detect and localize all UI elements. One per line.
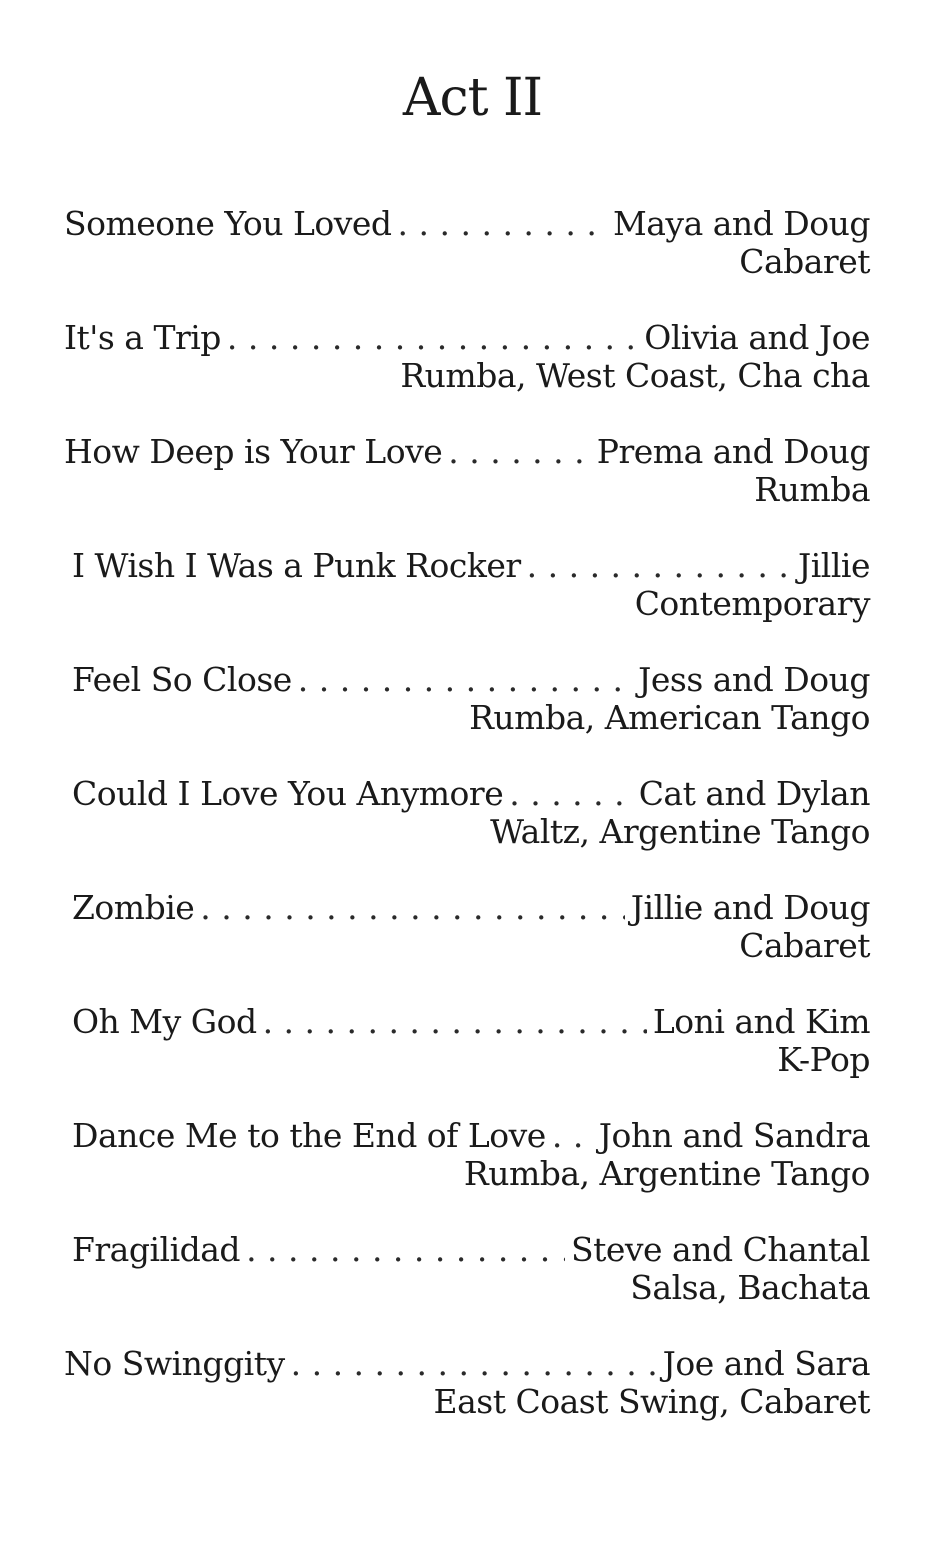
dance-style: Contemporary xyxy=(634,584,870,623)
dance-style: Salsa, Bachata xyxy=(630,1268,870,1307)
performers: Prema and Doug xyxy=(596,432,870,471)
dance-style: Rumba xyxy=(754,470,870,509)
program-entry xyxy=(72,1003,870,1103)
song-title: Oh My God xyxy=(72,1002,257,1041)
dot-leader xyxy=(398,205,607,243)
program-entry xyxy=(72,889,870,989)
dot-leader xyxy=(263,1003,647,1041)
performers: Jillie and Doug xyxy=(630,888,870,927)
dot-leader xyxy=(552,1117,593,1155)
song-title: Could I Love You Anymore xyxy=(72,774,504,813)
program-entry xyxy=(72,1117,870,1217)
song-title: It's a Trip xyxy=(64,318,221,357)
program-entry xyxy=(72,775,870,875)
program-entry xyxy=(72,1231,870,1331)
program-entry xyxy=(64,319,870,419)
performers: Cat and Dylan xyxy=(638,774,870,813)
song-title: Fragilidad xyxy=(72,1230,241,1269)
dot-leader xyxy=(509,775,632,813)
performers: Maya and Doug xyxy=(612,204,870,243)
song-title: Feel So Close xyxy=(72,660,292,699)
performers: Loni and Kim xyxy=(652,1002,870,1041)
performers: Olivia and Joe xyxy=(644,318,870,357)
performers: Jillie xyxy=(798,546,870,585)
dot-leader xyxy=(448,433,591,471)
dot-leader xyxy=(246,1231,565,1269)
program-entry xyxy=(64,205,870,305)
dot-leader xyxy=(298,661,632,699)
dance-style: Waltz, Argentine Tango xyxy=(490,812,870,851)
song-title: No Swinggity xyxy=(64,1344,285,1383)
performers: John and Sandra xyxy=(598,1116,870,1155)
dot-leader xyxy=(527,547,792,585)
dot-leader xyxy=(291,1345,657,1383)
song-title: I Wish I Was a Punk Rocker xyxy=(72,546,521,585)
program-entry xyxy=(72,547,870,647)
performers: Jess and Doug xyxy=(638,660,870,699)
program-entry xyxy=(72,661,870,761)
song-title: Dance Me to the End of Love xyxy=(72,1116,546,1155)
performers: Steve and Chantal xyxy=(570,1230,870,1269)
dance-style: Cabaret xyxy=(739,242,870,281)
song-title: Someone You Loved xyxy=(64,204,392,243)
dot-leader xyxy=(227,319,638,357)
performers: Joe and Sara xyxy=(662,1344,870,1383)
page-title: Act II xyxy=(402,68,543,128)
dot-leader xyxy=(200,889,624,927)
program-entry xyxy=(64,433,870,533)
dance-style: Rumba, Argentine Tango xyxy=(463,1154,870,1193)
program-entry xyxy=(64,1345,870,1445)
dance-style: K-Pop xyxy=(777,1040,870,1079)
dance-style: East Coast Swing, Cabaret xyxy=(433,1382,870,1421)
dance-style: Cabaret xyxy=(739,926,870,965)
song-title: Zombie xyxy=(72,888,195,927)
dance-style: Rumba, American Tango xyxy=(469,698,870,737)
song-title: How Deep is Your Love xyxy=(64,432,443,471)
dance-style: Rumba, West Coast, Cha cha xyxy=(400,356,870,395)
